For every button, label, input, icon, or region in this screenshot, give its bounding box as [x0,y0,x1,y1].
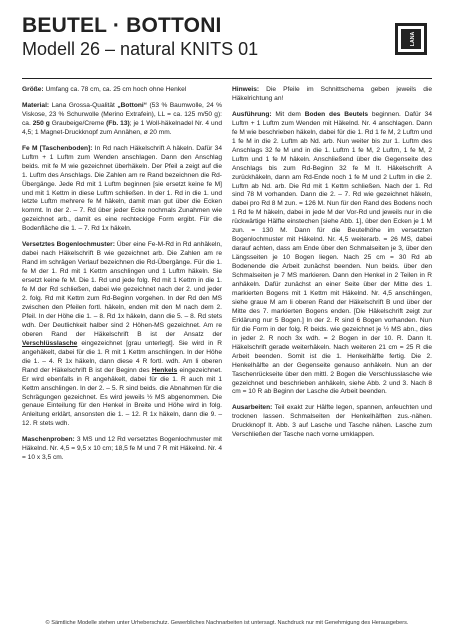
lana-grossa-logo [392,20,430,58]
copyright-footer: © Sämtliche Modelle stehen unter Urheberschutz. Gewerbliches Nachnarbeiten ist untersagt. Nachdruck nur mit Genehmigung des Herausgebers. [45,620,409,626]
instructions-paragraph: Ausführung: Mit dem Boden des Beutels beginnen. Dafür 34 Luftm + 1 Luftm zum Wenden mit Häkelnd. Nr. 4 anschlagen. Dann fe M wie beschrieben häkeln, dabei für die 1. Rd 1 fe M, 2 Luftm und 1 fe M in die 2. Luftm ab Nd. arb. Nun weiter bis zur 1. Luftm des Anschlags 32 fe M und in die 1. Luftm 1 fe M, 2 Luftm, 1 fe M, 2 Luftm und 1 fe M häkeln. Anschließend über die Gegenseite des Anschlags bis zum Rd-Beginn 32 fe M lt. Häkelschrift A zurückhäkeln, dann am Rd-Ende noch 1 fe M und 2 Luftm in die 2. Luftm ab Nd. arb. Die Rd mit 1 Kettm schließen. Nach der 1. Rd sind 78 M vorhanden. Dann die 2. – 7. Rd wie gezeichnet häkeln, dabei pro Rd 8 M zun. = 126 M. Nun für den Rand des Bodens noch 1 Rd fe M häkeln, dabei in jede M der Vor-Rd und jeweils nur in die rückwärtige Hälfte einstechen [siehe Abb. 1], über den Ecken je 1 M zun. = 130 M. Dann für die Beutelhöhe im versetzten Bogenlochmuster mit Häkelnd. Nr. 4,5 weiterarb. = 26 MS, dabei darauf achten, dass am Ende über den Schmalseiten je 3, über den Längsseiten je 10 Bogen liegen. Nach 25 cm = 30 Rd ab Bodenende die Arbeit zunächst beenden. Nun beids. über den Schmalseiten je 7 MS markieren. Dann den Henkel in 2 Teilen in R anhäkeln. Dafür zunächst an einer Seite über der Mitte des 1. markierten Bogens mit 1 Kettm mit Häkelnd. Nr. 4,5 anschlingen, siehe graue M am li oberen Rand der Häkelschrift B und über der Mitte des 7. markierten Bogens enden. [Die Häkelschrift zeigt zur Erklärung nur 5 Bogen.] In der 2. R sind 6 Bogen vorhanden. Nun für die Form in der folg. R beids. wie gezeichnet je ½ MS abn., dies in jeder 2. R noch 3x wdh. = 2 Bogen in der 10. R. Dann lt. Häkelschrift gerade weiterhäkeln. Nach weiteren 21 cm = 25 R die Arbeit beenden. Somit ist die 1. Henkelhälfte fertig. Die 2. Henkelhälfte an der Gegenseite genauso anhäkeln. Nun an der Taschenrückseite über den mittl. 2 Bogen die Verschlusslasche wie gezeichnet und beschrieben anhäkeln, siehe Abb. 2 und 3. Nach 8 cm = 10 R ab Beginn der Lasche die Arbeit beenden. [232,110,432,396]
size-paragraph: Größe: Umfang ca. 78 cm, ca. 25 cm hoch ohne Henkel [22,86,187,93]
pattern-paragraph: Versetztes Bogenlochmuster: Über eine Fe-M-Rd in Rd anhäkeln, dabei nach Häkelschrift B wie gezeichnet arb. Die Zahlen am re Rand im schrägen Verlauf bezeichnen die Rd-Übergänge. Für die 1. fe M der 1. Rd mit 1 Kettm anschlingen und 1 Luftm häkeln. Sie ersetzt keine fe M. Die 1. Rd und jede folg. Rd mit 1 Kettm in die 1. fe M der Rd schließen, dabei wie gezeichnet nach der 2. und jeder 2. folg. Rd mit Kettm zum Rd-Beginn vorgehen. In der Rd den MS zwischen den Pfeilen fortl. häkeln, enden mit den M nach dem 2. Pfeil. In der Höhe die 1. – 8. Rd 1x häkeln, dann die 5. – 8. Rd stets wdh. Der Deutlichkeit halber sind 2 Höhen-MS gezeichnet. Am re oberen Rand der Häkelschrift B ist der Ansatz der Verschlüsslasche eingezeichnet [grau unterlegt]. Sie wird in R angehäkelt, dabei für die 1. R mit 1 Kettm anschlingen. In der Höhe die 1. – 4. R 1x häkeln, dann diese 4 R fortl. wdh. Am li oberen Rand der Häkelschrift B ist der Beginn des Henkels eingezeichnet. Er wird ebenfalls in R angehäkelt, dabei für die 1. R auch mit 1 Kettm anschlingen. In der 2. – 5. R sind beids. die Abnahmen für die Schrägungen gezeichnet. Es wird jeweils ½ MS abgenommen. Die genaue Einteilung für den Henkel in Breite und Höhe wird in folg. Anleitung erklärt, ansonsten die 1. – 12. R 1x häkeln, dann die 9. – 12. R stets wdh. [22,241,223,428]
left-column [22,86,222,470]
henkel-term: Henkels [151,366,178,374]
gauge-paragraph: Maschenproben: 3 MS und 12 Rd versetztes Bogenlochmuster mit Häkelnd. Nr. 4,5 = 9,5 x 10 cm; 18,5 fe M und 7 R mit Häkelnd. Nr. 4 = 10 x 3,5 cm. [22,436,222,462]
svg-text:LANA: LANA [410,31,416,47]
page-header [22,8,432,76]
verschluss-lasche-term: Verschlüsslasche [22,339,78,347]
page-subtitle: Modell 26 – natural KNITS 01 [22,39,259,59]
material-paragraph: Material: Lana Grossa-Qualität „Bottoni“ (53 % Baumwolle, 24 % Viskose, 23 % Schurwolle (Merino Extrafein), LL = ca. 125 m/50 g): ca. 250 g Graubeige/Creme (Fb. 13); je 1 Woll-häkelnadel Nr. 4 und 4,5; 1 Magnet-Druckknopf zum Annähen, ø 20 mm. [22,101,222,136]
fe-m-paragraph: Fe M [Taschenboden]: In Rd nach Häkelschrift A häkeln. Dafür 34 Luftm + 1 Luftm zum Wenden anschlagen. Dann den Anschlag beids. mit fe M wie gezeichnet überhäkeln. Der Pfeil a zeigt auf die 1. Luftm des Anschlags. Die Zahlen am re Rand bezeichnen die Rd-Übergänge. Jede Rd mit 1 Luftm beginnen [sie ersetzt keine fe M] und mit 1 Kettm in diese Luftm schließen. In der 1. Rd in die 1. und letzte Luftm mehrere fe M häkeln, damit man gut über die Ecken kommt. In der 2. – 7. Rd über jeder Ecke nochmals Zunahmen wie gezeichnet arb., damit es eine rechteckige Form ergibt. Für die Bodenfläche die 1. – 7. Rd 1x häkeln. [22,144,223,233]
hint-paragraph: Hinweis: Die Pfeile im Schnittschema geben jeweils die Häkelrichtung an! [232,86,432,102]
header-divider [22,78,432,79]
page-title: BEUTEL · BOTTONI [22,14,222,37]
finishing-paragraph: Ausarbeiten: Teil exakt zur Hälfte legen, spannen, anfeuchten und trocknen lassen. Schmalseiten der Henkelhälften zus.-nähen. Druckknopf lt. Abb. 3 auf Lasche und Tasche nähen. Lasche zum Verschließen der Tasche nach vorne umklappen. [232,404,432,439]
right-column [232,86,432,447]
